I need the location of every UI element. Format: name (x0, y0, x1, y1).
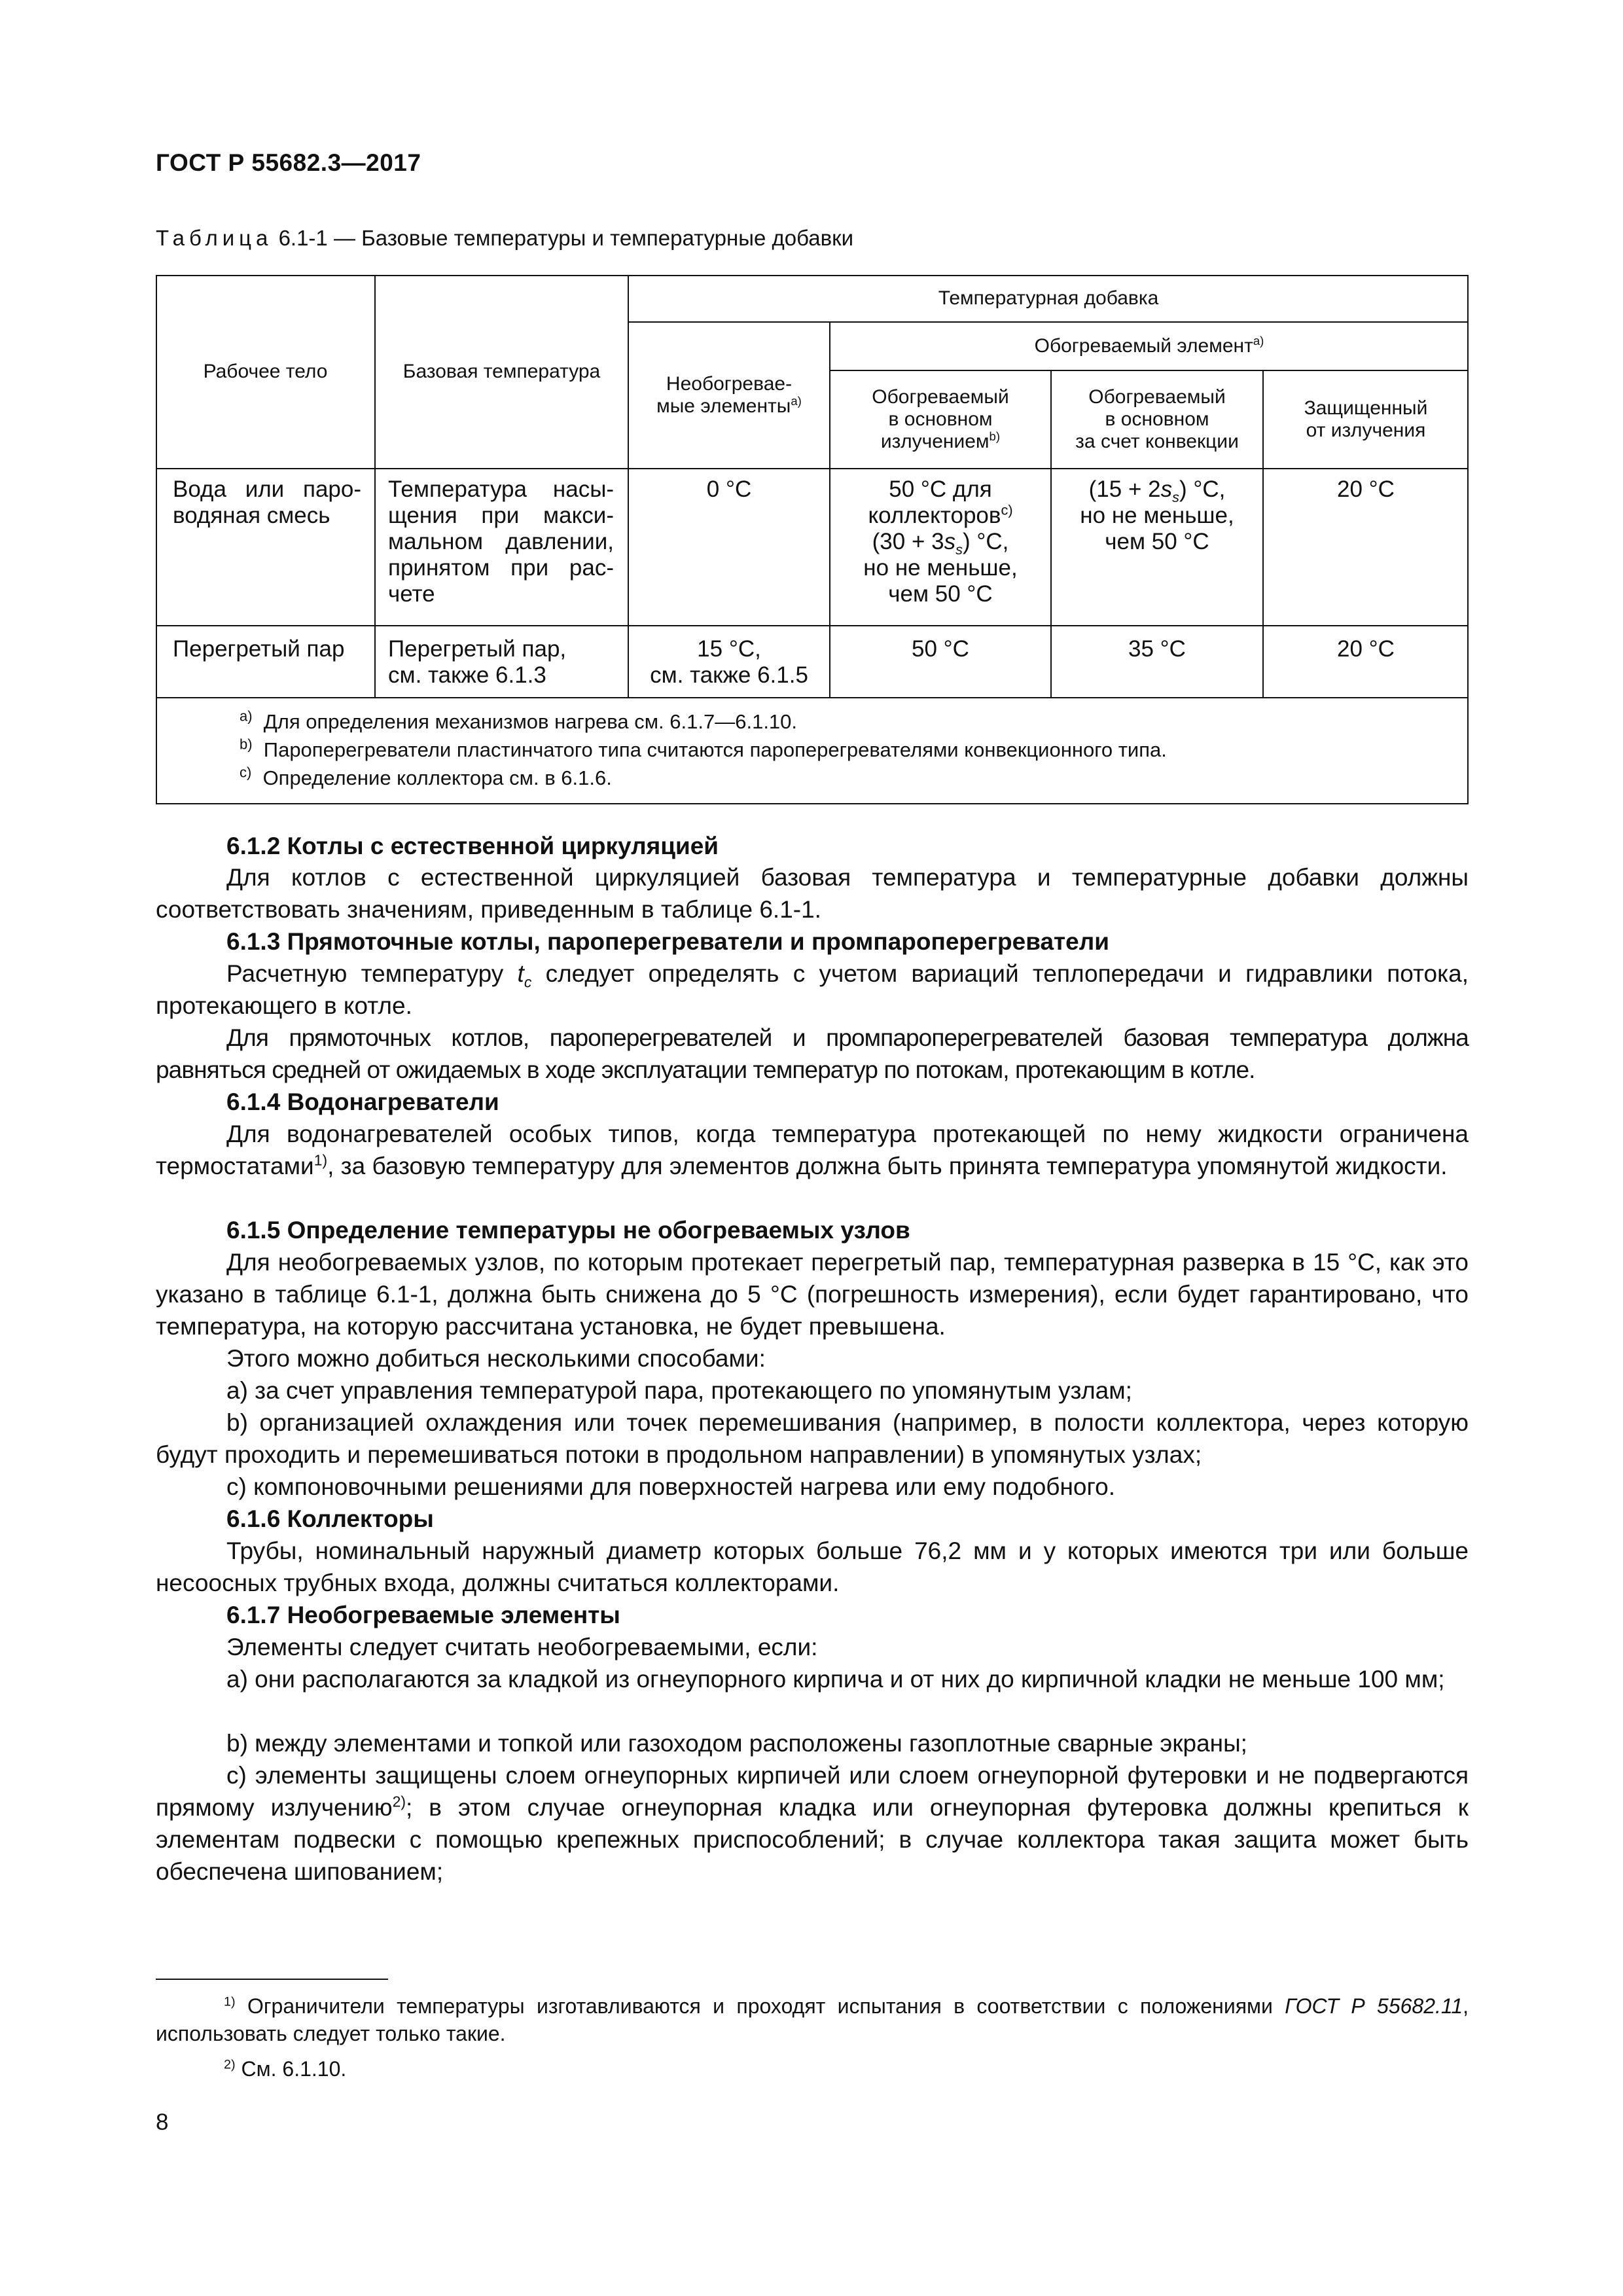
footnote-divider (156, 1979, 388, 1980)
row1-conv-formula-b: ) °C, (1179, 476, 1226, 502)
row1-rad-line4: но не меньше, (863, 555, 1018, 581)
page-number: 8 (156, 2109, 169, 2135)
footnote-ref-c: c) (1001, 501, 1013, 518)
row1-rad-formula-sub: s (955, 541, 963, 558)
table-note-c-mark: c) (240, 764, 252, 781)
row1-rad-line1: 50 °C для (889, 476, 992, 502)
header-convection-line3: за счет конвекции (1075, 431, 1239, 452)
footnote-ref-a: a) (791, 394, 802, 408)
header-heated (830, 322, 1469, 370)
row1-base-line2: щения при макси- (388, 503, 614, 528)
header-shielded (1263, 370, 1469, 469)
row2-convection: 35 °C (1128, 636, 1186, 662)
footnote-2-mark: 2) (224, 2057, 236, 2072)
row1-rad-line2: коллекторов (868, 503, 1001, 528)
document-id-header: ГОСТ Р 55682.3—2017 (156, 149, 421, 176)
footnote-1 (156, 1992, 1469, 2047)
table-caption-text: 6.1-1 — Базовые температуры и температурные добавки (278, 226, 854, 250)
section-6-1-5-item-a: a) за счет управления температурой пара, протекающего по упомянутым узлам; (226, 1377, 1132, 1404)
row2-unheated-line1: 15 °C, (697, 636, 761, 662)
footnote-1-mark: 1) (224, 1994, 236, 2009)
table-note-a-text: Для определения механизмов нагрева см. 6.1.7—6.1.10. (263, 710, 798, 733)
row1-conv-formula-s: s (1160, 476, 1173, 502)
header-convection-line1: Обогреваемый (1088, 386, 1226, 408)
row1-base-temp (388, 476, 614, 607)
footnote-2-text: См. 6.1.10. (235, 2057, 347, 2081)
footnote-ref-b: b) (989, 429, 1001, 443)
header-shielded-line2: от излучения (1306, 420, 1426, 441)
section-6-1-7-paragraph: Элементы следует считать необогреваемыми, если: (226, 1634, 818, 1660)
section-6-1-6-paragraph: Трубы, номинальный наружный диаметр которых больше 76,2 мм и у которых имеются три или больше несоосных трубных входа, должны считаться коллекторами. (156, 1537, 1469, 1596)
section-6-1-5-heading: 6.1.5 Определение температуры не обогреваемых узлов (226, 1217, 910, 1244)
row2-base-line1: Перегретый пар, (388, 636, 567, 662)
row1-conv-line2: но не меньше, (1080, 503, 1234, 528)
table-note-a-mark: a) (240, 708, 253, 725)
footnote-ref-1: 1) (313, 1151, 328, 1169)
s617-c-part2: ; в этом случае огнеупорная кладка или огнеупорная футеровка должны крепиться к элементам подвески с помощью крепежных приспособлений; в случае коллектора такая защита может быть обеспечена шипованием; (156, 1794, 1469, 1885)
s617-c-part1: c) элементы защищены слоем огнеупорных кирпичей или слоем огнеупорной футеровки и не подвергаются прямому излучению (156, 1762, 1469, 1821)
section-6-1-3-paragraph-1 (156, 958, 1469, 1022)
header-allowance-label: Температурная добавка (938, 287, 1159, 309)
header-medium (156, 275, 375, 469)
s614-p1-b: , за базовую температуру для элементов должна быть принята температура упомянутой жидкости. (327, 1153, 1448, 1179)
section-6-1-2-paragraph: Для котлов с естественной циркуляцией базовая температура и температурные добавки должны соответствовать значениям, приведенным в таблице 6.1-1. (156, 864, 1469, 923)
footnote-2 (156, 2055, 1469, 2083)
footnote-ref-a: a) (1253, 334, 1264, 348)
row2-radiation: 50 °C (912, 636, 969, 662)
table-note-b-text: Пароперегреватели пластинчатого типа считаются пароперегревателями конвекционного типа. (263, 738, 1167, 761)
row1-conv-formula-sub: s (1172, 489, 1179, 505)
header-radiation-line3: излучением (880, 431, 990, 452)
header-unheated (628, 322, 830, 469)
table-note-c-text: Определение коллектора см. в 6.1.6. (262, 766, 612, 789)
row2-shielded: 20 °C (1337, 636, 1395, 662)
header-base-temp (375, 275, 628, 469)
row1-convection (1051, 476, 1263, 555)
row1-conv-line3: чем 50 °C (1105, 529, 1209, 554)
row1-base-line5: чете (388, 581, 435, 607)
section-6-1-5-item-c: c) компоновочными решениями для поверхностей нагрева или ему подобного. (226, 1473, 1116, 1500)
row1-conv-formula-a: (15 + 2 (1088, 476, 1161, 502)
row1-rad-formula-s: s (944, 529, 956, 554)
row1-unheated: 0 °C (706, 476, 752, 502)
s613-p1-a: Расчетную температуру (226, 960, 518, 987)
row1-shielded: 20 °C (1337, 476, 1395, 502)
row2-unheated-line2: см. также 6.1.5 (650, 662, 808, 688)
s613-symbol-t: t (517, 960, 524, 987)
header-convection-line2: в основном (1105, 408, 1209, 430)
row1-medium-line1: Вода или паро- (173, 476, 361, 502)
section-6-1-7-item-c (156, 1759, 1469, 1888)
table-note-c (240, 766, 612, 791)
temperature-table (156, 275, 1469, 805)
header-allowance (628, 275, 1469, 322)
header-convection (1051, 370, 1263, 469)
s613-p1-b: следует определять с учетом вариаций теплопередачи и гидравлики потока, протекающего в котле. (156, 960, 1469, 1019)
header-radiation-line1: Обогреваемый (872, 386, 1009, 408)
section-6-1-5-paragraph-1: Для необогреваемых узлов, по которым протекает перегретый пар, температурная разверка в 15 °C, как это указано в таблице 6.1-1, должна быть снижена до 5 °C (погрешность измерения), если будет гарантировано, что температура, на которую рассчитана установка, не будет превышена. (156, 1249, 1469, 1340)
section-6-1-3-paragraph-2: Для прямоточных котлов, пароперегревателей и промпароперегревателей базовая температура должна равняться средней от ожидаемых в ходе эксплуатации температур по потокам, протекающим в котле. (156, 1024, 1469, 1083)
header-radiation (830, 370, 1051, 469)
table-note-b (240, 738, 1167, 762)
footnote-1-text-b: , использовать следует только такие. (156, 1994, 1469, 2045)
section-6-1-7-heading: 6.1.7 Необогреваемые элементы (226, 1602, 620, 1628)
header-unheated-line1: Необогревае- (666, 373, 793, 395)
row1-base-line4: принятом при рас- (388, 555, 614, 581)
section-6-1-2-heading: 6.1.2 Котлы с естественной циркуляцией (226, 833, 719, 859)
header-radiation-line2: в основном (888, 408, 993, 430)
section-6-1-5-item-b: b) организацией охлаждения или точек перемешивания (например, в полости коллектора, через которую будут проходить и перемешиваться потоки в продольном направлении) в упомянутых узлах; (156, 1409, 1469, 1468)
footnote-ref-2: 2) (392, 1793, 406, 1810)
row1-medium (173, 476, 361, 529)
s614-p1-a: Для водонагревателей особых типов, когда температура протекающей по нему жидкости ограничена термостатами (156, 1121, 1469, 1179)
row1-rad-formula-a: (30 + 3 (872, 529, 944, 554)
header-unheated-line2: мые элементы (656, 395, 791, 417)
section-6-1-4-heading: 6.1.4 Водонагреватели (226, 1088, 499, 1115)
section-6-1-7-item-a: a) они располагаются за кладкой из огнеупорного кирпича и от них до кирпичной кладки не меньше 100 мм; (226, 1666, 1445, 1693)
row1-radiation (830, 476, 1051, 607)
section-6-1-6-heading: 6.1.6 Коллекторы (226, 1505, 434, 1532)
row2-unheated (628, 636, 830, 689)
row2-base-temp (388, 636, 614, 689)
table-note-a (240, 709, 797, 734)
row2-base-line2: см. также 6.1.3 (388, 662, 546, 688)
row1-rad-line5: чем 50 °C (888, 581, 993, 607)
table-caption-label: Таблица (156, 226, 273, 250)
header-medium-label: Рабочее тело (203, 361, 328, 382)
header-base-temp-label: Базовая температура (402, 361, 601, 382)
row2-medium: Перегретый пар (173, 636, 345, 662)
row1-medium-line2: водяная смесь (173, 503, 330, 528)
section-6-1-5-paragraph-2: Этого можно добиться несколькими способами: (226, 1345, 766, 1372)
table-note-b-mark: b) (240, 736, 253, 753)
header-shielded-line1: Защищенный (1304, 397, 1428, 419)
section-6-1-3-heading: 6.1.3 Прямоточные котлы, пароперегреватели и промпароперегреватели (226, 928, 1109, 955)
s613-symbol-sub: c (524, 973, 532, 991)
footnote-1-reference: ГОСТ Р 55682.11 (1285, 1994, 1463, 2018)
row1-rad-formula-b: ) °C, (962, 529, 1009, 554)
table-caption (156, 226, 853, 251)
section-6-1-4-paragraph (156, 1118, 1469, 1182)
row1-base-line3: мальном давлении, (388, 529, 614, 554)
section-6-1-7-item-b: b) между элементами и топкой или газоходом расположены газоплотные сварные экраны; (226, 1730, 1247, 1757)
footnote-1-text-a: Ограничители температуры изготавливаются и проходят испытания в соответствии с положениями (235, 1994, 1285, 2018)
header-heated-label: Обогреваемый элемент (1034, 335, 1253, 357)
row1-base-line1: Температура насы- (388, 476, 614, 502)
